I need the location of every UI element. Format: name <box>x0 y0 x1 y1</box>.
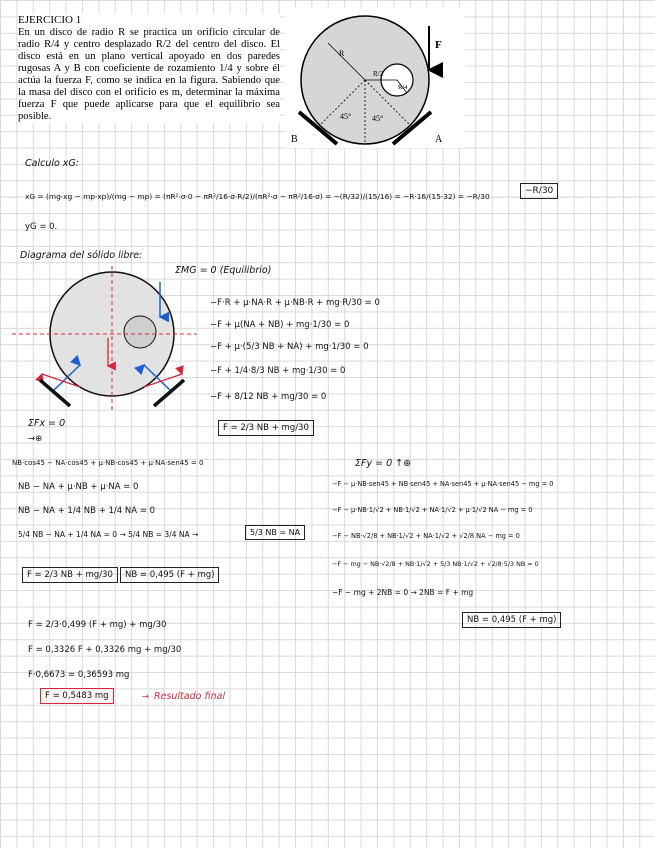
yg-value: yG = 0. <box>25 222 58 232</box>
label-f: F <box>435 39 442 51</box>
fy-line-4: −F − mg − NB·√2/8 + NB·1/√2 + 5/3 NB·1/√2 + √2/8·5/3 NB = 0 <box>332 560 539 568</box>
fbd-diagram <box>12 262 212 417</box>
fy-line-5: −F − mg + 2NB = 0 → 2NB = F + mg <box>332 588 474 597</box>
moment-title: ΣMG = 0 (Equilibrio) <box>175 265 272 276</box>
moment-line-5: −F + 8/12 NB + mg/30 = 0 <box>210 392 327 402</box>
label-b: B <box>291 134 298 145</box>
problem-title: EJERCICIO 1 <box>18 14 82 26</box>
label-angle-right: 45° <box>372 114 384 123</box>
xg-result: −R/30 <box>520 183 558 199</box>
fy-title: ΣFy = 0 ↑⊕ <box>355 458 412 469</box>
final-result: F = 0,5483 mg <box>40 688 114 704</box>
fbd-title: Diagrama del sólido libre: <box>20 250 143 261</box>
label-r4: R/4 <box>398 84 408 91</box>
sub-line-3: F·0,6673 = 0,36593 mg <box>28 670 130 680</box>
fy-line-3: −F − NB·√2/8 + NB·1/√2 + NA·1/√2 + √2/8 NA − mg = 0 <box>332 532 520 540</box>
label-r: R <box>339 49 345 58</box>
nb-boxed-right: NB = 0,495 (F + mg) <box>462 612 561 628</box>
label-a: A <box>435 134 443 145</box>
moment-line-4: −F + 1/4·8/3 NB + mg·1/30 = 0 <box>210 366 346 376</box>
final-arrow: → <box>142 692 150 702</box>
fbd-hole <box>124 316 156 348</box>
fx-arrow: →⊕ <box>28 434 43 444</box>
fx-line-3: NB − NA + 1/4 NB + 1/4 NA = 0 <box>18 506 156 516</box>
calc-title: Calculo xG: <box>25 158 79 169</box>
fbd-wall-b <box>40 380 70 406</box>
fbd-wall-a <box>154 380 184 406</box>
problem-figure <box>285 8 465 148</box>
moment-line-1: −F·R + μ·NA·R + μ·NB·R + mg·R/30 = 0 <box>210 298 380 308</box>
fy-line-1: −F − μ·NB·sen45 + NB·sen45 + NA·sen45 + μ·NA·sen45 − mg = 0 <box>332 480 554 488</box>
f-boxed: F = 2/3 NB + mg/30 <box>218 420 314 436</box>
final-label: Resultado final <box>154 691 226 702</box>
fx-title: ΣFx = 0 <box>28 418 66 429</box>
moment-line-3: −F + μ·(5/3 NB + NA) + mg·1/30 = 0 <box>210 342 369 352</box>
sub-line-1: F = 2/3·0,499 (F + mg) + mg/30 <box>28 620 167 630</box>
na-boxed: 5/3 NB = NA <box>245 525 305 540</box>
nb-boxed-left: NB = 0,495 (F + mg) <box>120 567 219 583</box>
problem-text: En un disco de radio R se practica un orificio circular de radio R/4 y centro desplazado R/2 del centro del disco. El disco está en un plano vertical apoyado en dos paredes rugosas A y B con coeficiente de rozamiento 1/4 y sobre él actúa la fuerza F, como se indica en la figura. Sabiendo que la masa del disco con el orificio es m, determinar la máxima fuerza F que puede aplicarse para que el equilibrio sea posible. <box>18 27 280 122</box>
f-boxed-2: F = 2/3 NB + mg/30 <box>22 567 118 583</box>
moment-line-2: −F + μ(NA + NB) + mg·1/30 = 0 <box>210 320 350 330</box>
problem-statement <box>18 14 280 123</box>
fx-line-1: NB·cos45 − NA·cos45 + μ·NB·cos45 + μ·NA·sen45 = 0 <box>12 459 204 467</box>
fy-line-2: −F − μ·NB·1/√2 + NB·1/√2 + NA·1/√2 + μ·1/√2 NA − mg = 0 <box>332 506 533 514</box>
xg-formula: xG = (mg·xg − mp·xp)/(mg − mp) = (πR²·σ·0 − πR²/16·σ·R/2)/(πR²·σ − πR²/16·σ) = −(R/32)/(15/16) = −R·16/(15·32) = −R/30 <box>25 192 490 201</box>
fx-line-4: 5/4 NB − NA + 1/4 NA = 0 → 5/4 NB = 3/4 NA → <box>18 530 199 539</box>
label-r2: R/2 <box>373 70 384 78</box>
label-angle-left: 45° <box>340 112 352 121</box>
fx-line-2: NB − NA + μ·NB + μ·NA = 0 <box>18 482 139 492</box>
sub-line-2: F = 0,3326 F + 0,3326 mg + mg/30 <box>28 645 182 655</box>
